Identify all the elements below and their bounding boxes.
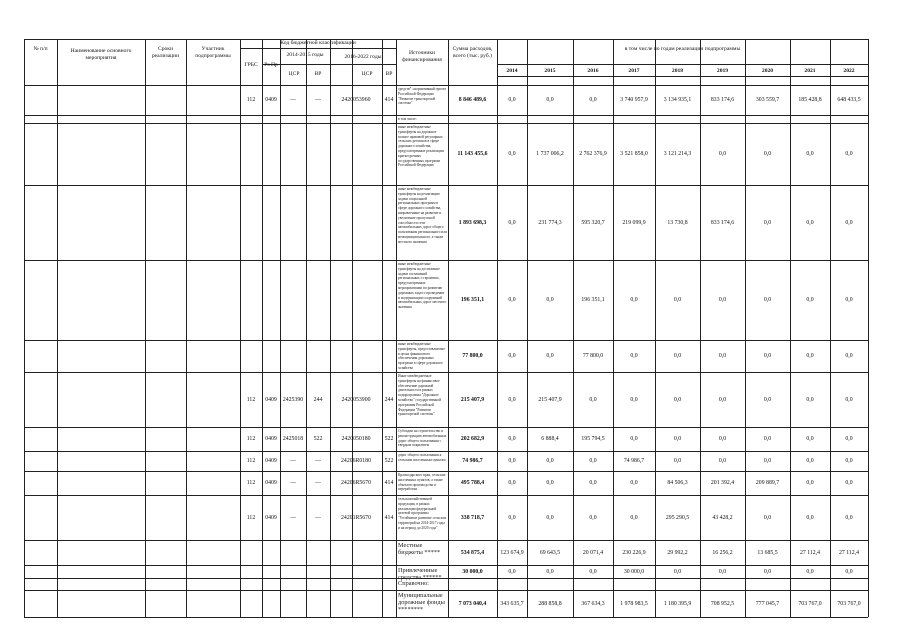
table-rule (382, 39, 383, 617)
table-rule (613, 39, 614, 617)
cell-total: 11 143 455,6 (457, 151, 488, 157)
cell-grbs: 112 (246, 458, 256, 464)
cell-year-value: 0,0 (845, 396, 853, 403)
cell-csr-1622: 24206R5670 (341, 480, 371, 486)
cell-year-value: 123 674,9 (500, 549, 524, 556)
cell-year-value: 0,0 (508, 480, 516, 486)
table-rule (240, 48, 396, 49)
cell-year-value: 3 521 858,0 (620, 151, 648, 157)
cell-year-value: 20 071,4 (582, 549, 604, 556)
cell-year-value: 0,0 (508, 97, 516, 103)
cell-vr-1415: — (315, 97, 321, 103)
table-rule (24, 39, 25, 617)
cell-source: иные межбюджетные трансферты на реализацию задачи социальной региональных программ в сфере дорожного хозяйства, направленные на развитие и увеличение пропускной способности сети автомобильных дорог общего пользования регионального или межмуниципального, а также местного значения (398, 187, 447, 244)
cell-source: средств* «нормативный проект Российской Федерации "Развитие транспортной системы" (398, 87, 447, 106)
table-rule (24, 540, 868, 541)
cell-year-value: 0,0 (673, 436, 682, 442)
cell-year-value: 0,0 (546, 514, 554, 521)
header-year-2016: 2016 (587, 68, 599, 74)
cell-year-value: 0,0 (508, 353, 516, 359)
cell-year-value: 74 986,7 (623, 458, 645, 464)
cell-rzpr: 0409 (265, 436, 277, 442)
header-incl: в том числе по годам реализации подпрограммы (624, 46, 741, 52)
cell-year-value: 0,0 (763, 353, 772, 359)
cell-vr-1622: 414 (384, 480, 394, 486)
table-rule (790, 39, 791, 617)
cell-year-value: 303 559,7 (755, 97, 780, 103)
cell-year-value: 0,0 (630, 480, 638, 486)
cell-rzpr: 0409 (265, 514, 277, 521)
cell-year-value: 3 134 935,1 (663, 97, 692, 103)
table-rule (24, 617, 868, 618)
cell-grbs: 112 (246, 97, 256, 103)
header-year-2017: 2017 (628, 68, 640, 74)
cell-vr-1415: 522 (313, 436, 323, 442)
cell-year-value: 0,0 (845, 568, 853, 575)
cell-csr-1415: — (290, 97, 296, 103)
cell-year-value: 0,0 (845, 480, 853, 486)
table-rule (24, 340, 868, 341)
header-year-2014: 2014 (506, 68, 518, 74)
cell-year-value: 201 392,4 (710, 480, 735, 486)
cell-year-value: 0,0 (763, 568, 772, 575)
cell-year-value: 6 888,4 (541, 436, 559, 442)
cell-total: 495 788,4 (460, 480, 485, 486)
table-rule (24, 495, 868, 496)
header-csr-1622: ЦСР (361, 71, 373, 77)
table-rule (24, 260, 868, 261)
cell-year-value: 3 740 957,9 (620, 97, 648, 103)
cell-year-value: 288 858,8 (538, 600, 562, 607)
table-rule (280, 64, 306, 65)
cell-year-value: 0,0 (589, 480, 597, 486)
cell-year-value: 1 978 983,5 (620, 600, 648, 607)
table-rule (24, 185, 868, 186)
cell-year-value: 27 112,4 (799, 549, 821, 556)
cell-year-value: 195 794,5 (581, 436, 605, 442)
cell-year-value: 0,0 (806, 480, 814, 486)
table-rule (330, 39, 331, 617)
cell-year-value: 0,0 (508, 396, 516, 403)
table-rule (396, 39, 397, 617)
cell-grbs: 112 (246, 396, 256, 403)
cell-csr-1622: 2420053960 (341, 97, 371, 103)
cell-year-value: 0,0 (763, 297, 772, 303)
cell-source: иные межбюджетные трансферты на достижение задачи соглашений региональных о гарантиях, предусмотренных мероприятиями по развитию дорожных задач о проведении и модернизации сооружений автомобильных дорог местного значения (398, 262, 447, 310)
cell-year-value: 3 121 214,3 (663, 151, 692, 157)
cell-year-value: 13 685,5 (757, 549, 778, 556)
header-budget-code: Код бюджетной классификации (280, 40, 356, 46)
cell-year-value: 777 045,7 (755, 600, 780, 607)
cell-year-value: 0,0 (806, 514, 814, 521)
header-terms: Сроки реализации (151, 46, 180, 59)
cell-year-value: 0,0 (845, 219, 853, 226)
cell-year-value: 0,0 (673, 353, 682, 359)
cell-year-value: 295 290,5 (665, 514, 690, 521)
table-rule (868, 39, 869, 617)
header-grbs: ГРБС (244, 62, 258, 68)
table-rule (24, 590, 868, 591)
cell-year-value: 0,0 (718, 353, 727, 359)
table-rule (240, 39, 241, 617)
cell-csr-1415: 2425390 (282, 396, 304, 403)
cell-year-value: 703 767,0 (798, 600, 822, 607)
cell-total: 74 986,7 (462, 458, 483, 464)
cell-rzpr: 0409 (265, 97, 277, 103)
cell-source: в том числе: (398, 117, 417, 121)
cell-csr-1415: — (290, 514, 296, 521)
table-rule (24, 471, 868, 472)
cell-year-value: 77 800,0 (582, 353, 604, 359)
cell-source: дорог общего пользования к сельским населенным пунктам (398, 453, 446, 462)
cell-rzpr: 0409 (265, 480, 277, 486)
cell-year-value: 367 634,3 (581, 600, 605, 607)
cell-csr-1415: — (290, 480, 296, 486)
cell-source: Местные бюджеты ***** (398, 542, 441, 556)
cell-rzpr: 0409 (265, 396, 277, 403)
table-rule (24, 427, 868, 428)
cell-total: 30 000,0 (462, 568, 483, 575)
cell-source: Иные межбюджетные трансферты на финансовое обеспечение дорожной деятельности в рамках подпрограммы "Дорожное хозяйство" государственной программы Российской Федерации "Развитие транспортной системы" (398, 374, 442, 417)
cell-year-value: 0,0 (806, 297, 814, 303)
header-year-2015: 2015 (544, 68, 556, 74)
cell-total: 1 893 698,3 (458, 219, 487, 226)
table-rule (306, 39, 307, 617)
cell-source: Привлеченные средства ****** (398, 567, 442, 581)
cell-year-value: 0,0 (806, 219, 814, 226)
cell-year-value: 0,0 (806, 436, 814, 442)
header-2016-2022: 2016-2022 годы (344, 54, 382, 60)
cell-year-value: 0,0 (718, 568, 727, 575)
cell-year-value: 69 643,5 (539, 549, 561, 556)
cell-year-value: 196 351,1 (581, 297, 605, 303)
cell-year-value: 0,0 (673, 568, 682, 575)
cell-year-value: 0,0 (763, 396, 772, 403)
cell-source: сельскохозяйственной продукции, в рамках реализации федеральной целевой программы "Устойчивое развитие сельских территорий на 2014-2017 годы и на период до 2020 года" (398, 497, 447, 530)
cell-year-value: 0,0 (630, 297, 638, 303)
table-rule (280, 39, 281, 617)
table-rule (24, 565, 868, 566)
table-rule (700, 39, 701, 617)
cell-year-value: 648 433,5 (837, 97, 861, 103)
header-vr-1415: ВР (314, 71, 322, 77)
table-rule (262, 39, 263, 617)
cell-year-value: 0,0 (763, 219, 772, 226)
cell-year-value: 0,0 (718, 396, 727, 403)
header-vr-1622: ВР (385, 71, 393, 77)
table-rule (745, 39, 746, 617)
cell-source: иные межбюджетные трансферты на дорожное полное правовой регулярных сельских регионов в сфере дорожного хозяйства, предусмотренные реализации краткосрочных государственных программ Российской Федерации (398, 125, 444, 168)
cell-year-value: 0,0 (718, 297, 727, 303)
cell-year-value: 0,0 (673, 297, 682, 303)
header-participant: Участник подпрограммы (195, 46, 231, 59)
cell-year-value: 0,0 (589, 458, 597, 464)
cell-year-value: 230 226,9 (622, 549, 646, 556)
header-year-2019: 2019 (716, 68, 729, 74)
cell-source: Муниципальные дорожные фонды ******** (398, 592, 445, 613)
cell-total: 338 718,7 (460, 514, 485, 521)
header-year-2020: 2020 (761, 68, 774, 74)
cell-source: Краснодарского края, сельских населенных пунктов, а также объектов производства и переработки (398, 473, 446, 492)
table-rule (573, 39, 574, 617)
cell-year-value: 0,0 (845, 151, 853, 157)
table-rule (497, 76, 868, 77)
table-rule (830, 39, 831, 617)
header-name: Наименование основного мероприятия (70, 48, 132, 61)
cell-year-value: 0,0 (546, 568, 554, 575)
cell-total: 77 800,0 (462, 353, 483, 359)
cell-grbs: 112 (246, 436, 256, 442)
table-rule (145, 39, 146, 617)
cell-vr-1415: 244 (313, 396, 323, 403)
cell-year-value: 1 180 395,9 (663, 600, 692, 607)
cell-year-value: 0,0 (673, 396, 682, 403)
header-2014-2015: 2014-2015 годы (286, 52, 324, 58)
table-rule (655, 39, 656, 617)
table-rule (24, 372, 868, 373)
table-rule (448, 39, 449, 617)
cell-year-value: 0,0 (806, 458, 814, 464)
header-total: Сумма расходов, всего (тыс. руб.) (452, 46, 493, 59)
cell-year-value: 0,0 (589, 396, 597, 403)
cell-year-value: 0,0 (546, 97, 554, 103)
table-rule (186, 39, 187, 617)
cell-year-value: 0,0 (630, 514, 638, 521)
cell-csr-1415: 2425018 (282, 436, 304, 442)
cell-year-value: 0,0 (589, 568, 597, 575)
cell-year-value: 209 889,7 (755, 480, 780, 486)
cell-year-value: 0,0 (589, 514, 597, 521)
cell-total: 8 846 489,6 (458, 97, 487, 103)
cell-year-value: 0,0 (508, 458, 516, 464)
cell-csr-1415: — (290, 458, 296, 464)
cell-year-value: 0,0 (508, 436, 516, 442)
cell-year-value: 0,0 (806, 151, 814, 157)
cell-year-value: 16 256,2 (712, 549, 733, 556)
cell-year-value: 185 428,8 (798, 97, 822, 103)
cell-vr-1415: — (315, 480, 321, 486)
cell-year-value: 0,0 (845, 353, 853, 359)
cell-source: Справочно: (398, 580, 429, 587)
cell-year-value: 0,0 (763, 514, 772, 521)
cell-year-value: 84 506,3 (667, 480, 688, 486)
cell-vr-1622: 522 (384, 436, 394, 442)
cell-vr-1622: 414 (384, 514, 394, 521)
header-rzpr: Рз Пр (264, 62, 278, 68)
cell-year-value: 0,0 (845, 297, 853, 303)
cell-year-value: 0,0 (806, 353, 814, 359)
cell-year-value: 13 730,8 (667, 219, 688, 226)
cell-vr-1415: — (315, 458, 321, 464)
cell-year-value: 595 320,7 (581, 219, 605, 226)
cell-year-value: 0,0 (589, 97, 597, 103)
header-csr-1415: ЦСР (288, 71, 300, 77)
cell-csr-1622: 2420050180 (341, 436, 371, 442)
cell-year-value: 0,0 (845, 436, 853, 442)
cell-csr-1622: 24201R5670 (341, 514, 371, 521)
header-year-2021: 2021 (804, 68, 816, 74)
table-rule (24, 123, 868, 124)
cell-year-value: 0,0 (508, 514, 516, 521)
cell-year-value: 0,0 (806, 396, 814, 403)
cell-year-value: 0,0 (546, 458, 554, 464)
header-year-2022: 2022 (843, 68, 855, 74)
table-rule (24, 451, 868, 452)
cell-year-value: 1 737 006,2 (536, 151, 564, 157)
cell-total: 202 682,9 (460, 436, 485, 442)
cell-vr-1622: 522 (384, 458, 394, 464)
cell-year-value: 0,0 (630, 396, 638, 403)
cell-year-value: 0,0 (718, 458, 727, 464)
cell-vr-1622: 414 (384, 97, 394, 103)
cell-year-value: 0,0 (845, 514, 853, 521)
cell-year-value: 0,0 (718, 151, 727, 157)
cell-year-value: 833 174,6 (710, 219, 735, 226)
cell-year-value: 708 952,5 (710, 600, 735, 607)
cell-year-value: 2 762 376,9 (579, 151, 607, 157)
cell-grbs: 112 (246, 480, 256, 486)
table-rule (24, 115, 868, 116)
cell-year-value: 703 767,0 (837, 600, 861, 607)
cell-year-value: 0,0 (718, 436, 727, 442)
header-year-2018: 2018 (671, 68, 684, 74)
cell-vr-1622: 244 (384, 396, 394, 403)
cell-year-value: 231 774,3 (538, 219, 562, 226)
cell-vr-1415: — (315, 514, 321, 521)
cell-year-value: 0,0 (630, 353, 638, 359)
cell-year-value: 0,0 (546, 297, 554, 303)
cell-year-value: 29 992,2 (667, 549, 688, 556)
cell-total: 7 073 040,4 (458, 600, 487, 607)
cell-rzpr: 0409 (265, 458, 277, 464)
cell-year-value: 0,0 (508, 151, 516, 157)
table-rule (24, 39, 868, 40)
cell-total: 534 875,4 (460, 549, 485, 556)
header-sources: Источники финансирования (402, 50, 442, 63)
cell-year-value: 0,0 (763, 458, 772, 464)
cell-year-value: 0,0 (763, 436, 772, 442)
cell-year-value: 0,0 (845, 458, 853, 464)
cell-source: иные межбюджетные трансферты, предоставляемые в целях финансового обеспечения дорожных программ в сфере дорожного хозяйства (398, 342, 445, 370)
cell-year-value: 0,0 (630, 436, 638, 442)
cell-year-value: 833 174,6 (710, 97, 735, 103)
cell-total: 215 407,9 (460, 396, 485, 403)
table-rule (497, 64, 868, 65)
cell-year-value: 343 635,7 (500, 600, 524, 607)
table-rule (24, 85, 868, 86)
cell-year-value: 0,0 (508, 219, 516, 226)
cell-year-value: 0,0 (763, 151, 772, 157)
table-rule (497, 39, 498, 617)
cell-year-value: 215 407,9 (538, 396, 562, 403)
cell-csr-1622: 24206R0180 (341, 458, 371, 464)
cell-total: 196 351,1 (460, 297, 485, 303)
cell-year-value: 0,0 (546, 353, 554, 359)
cell-year-value: 0,0 (673, 458, 682, 464)
cell-year-value: 0,0 (546, 480, 554, 486)
table-rule (352, 39, 353, 617)
cell-source: Субсидии на строительство и реконструкцию автомобильных дорог общего пользования с твердым покрытием (398, 429, 447, 448)
cell-year-value: 43 428,2 (712, 514, 733, 521)
cell-csr-1622: 2420053900 (341, 396, 371, 403)
cell-year-value: 0,0 (508, 568, 516, 575)
cell-grbs: 112 (246, 514, 256, 521)
table-rule (57, 39, 58, 617)
table-rule (24, 578, 868, 579)
cell-year-value: 27 112,4 (838, 549, 860, 556)
cell-year-value: 219 099,9 (622, 219, 646, 226)
cell-year-value: 0,0 (806, 568, 814, 575)
cell-year-value: 30 000,0 (623, 568, 645, 575)
cell-year-value: 0,0 (508, 297, 516, 303)
header-num: № п/п (33, 46, 48, 52)
table-rule (527, 39, 528, 617)
